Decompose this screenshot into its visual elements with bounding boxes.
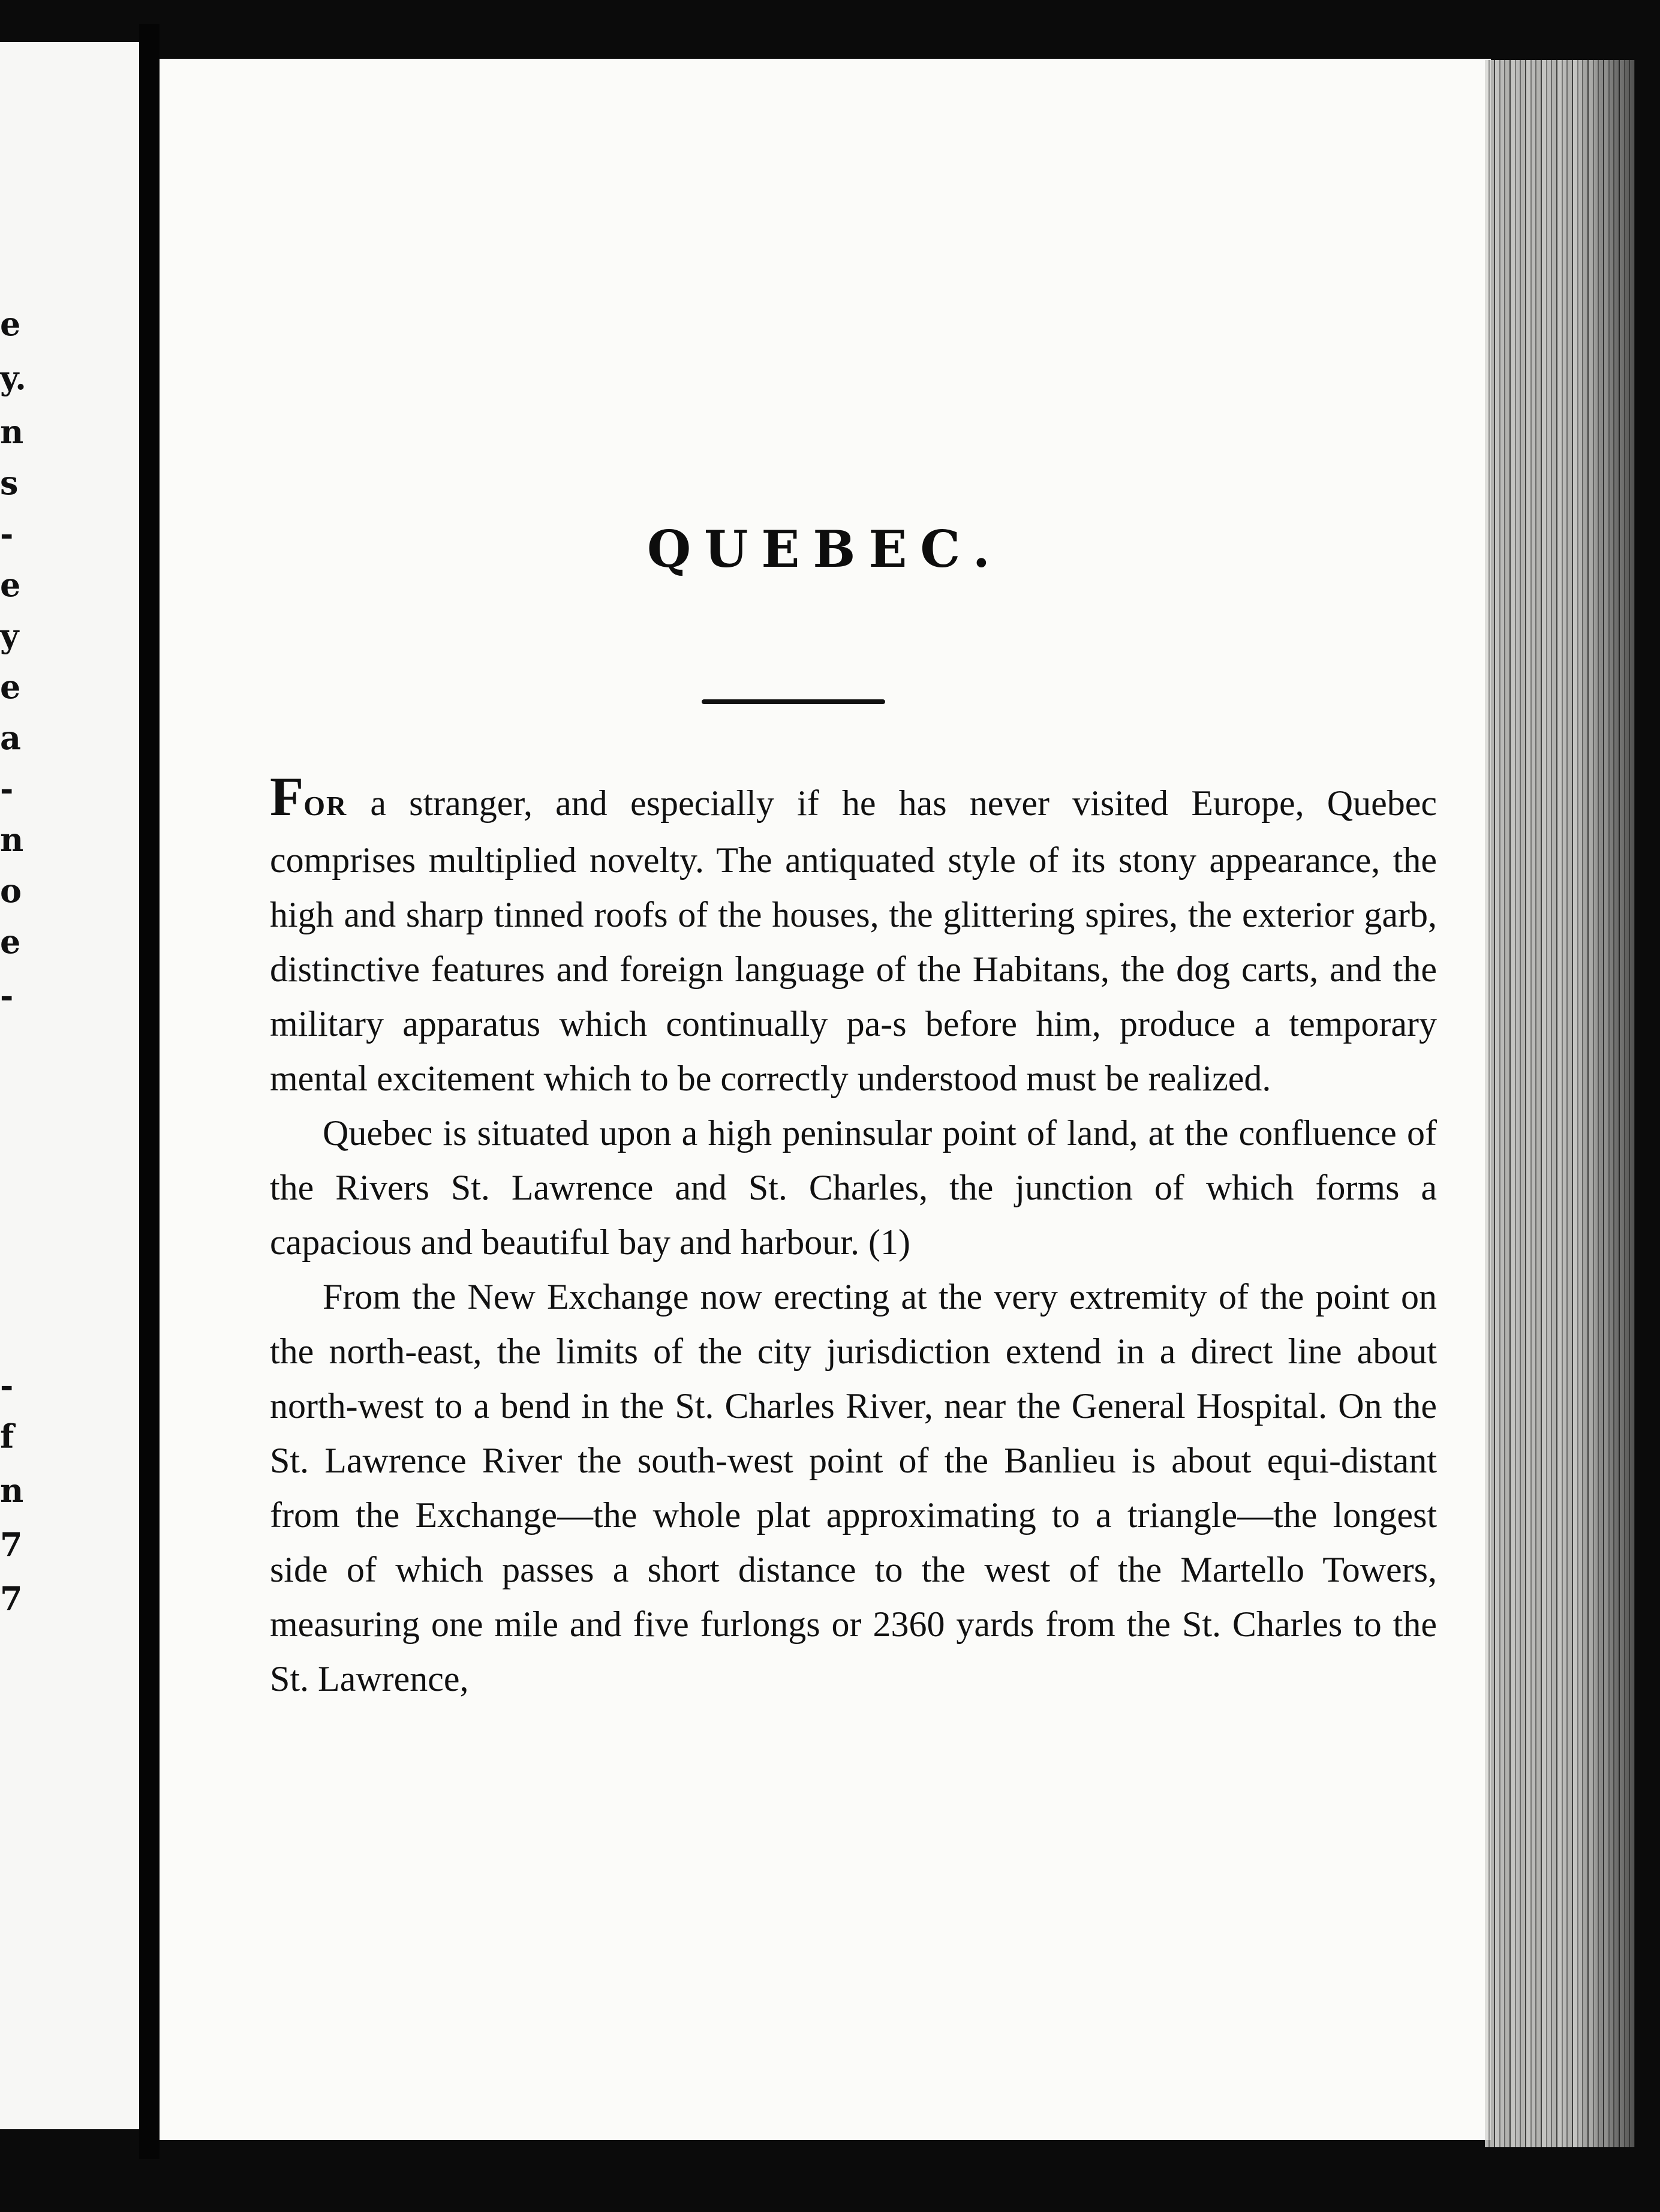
paragraph bbox=[270, 766, 1437, 1106]
edge-fragment: - bbox=[0, 770, 14, 808]
edge-fragment: n bbox=[0, 821, 24, 859]
edge-fragment: y bbox=[0, 617, 19, 655]
paragraph-text: a stranger, and especially if he has never visited Europe, Quebec comprises multiplied novelty. The antiquated style of its stony appearance, the high and sharp tinned roofs of the houses, the glittering spires, the exterior garb, distinctive features and foreign language of the Habitans, the dog carts, and the military apparatus which continually pa-s before him, produce a temporary mental excitement which to be correctly understood must be realized. bbox=[270, 783, 1437, 1098]
edge-fragment: e bbox=[0, 305, 21, 343]
edge-fragment: a bbox=[0, 719, 21, 757]
title-rule bbox=[702, 699, 885, 704]
edge-fragment: 7 bbox=[0, 1579, 23, 1618]
page-stack-shadow bbox=[1577, 60, 1635, 2147]
edge-fragment: f bbox=[0, 1417, 14, 1456]
paragraph: From the New Exchange now erecting at the very extremity of the point on the north-east, the limits of the city jurisdiction extend in a direct line about north-west to a bend in the St. Charles River, near the General Hospital. On the St. Lawrence River the south-west point of the Banlieu is about equi-distant from the Exchange—the whole plat approximating to a triangle—the longest side of which passes a short distance to the west of the Martello Towers, measuring one mile and five furlongs or 2360 yards from the St. Charles to the St. Lawrence, bbox=[270, 1277, 1437, 1699]
page-title: QUEBEC. bbox=[646, 519, 1004, 579]
body-text bbox=[270, 766, 1437, 1706]
edge-fragment: s bbox=[0, 464, 19, 502]
edge-fragment: e bbox=[0, 668, 21, 706]
edge-fragment: o bbox=[0, 871, 22, 910]
edge-fragment: - bbox=[0, 1366, 14, 1405]
paragraph: Quebec is situated upon a high peninsular point of land, at the confluence of the Rivers St. Lawrence and St. Charles, the junction of which forms a capacious and beautiful bay and harbour. (1) bbox=[270, 1113, 1437, 1262]
edge-fragment: y. bbox=[0, 359, 26, 397]
edge-fragment: n bbox=[0, 1471, 24, 1510]
book-page bbox=[160, 59, 1491, 2140]
edge-fragment: e bbox=[0, 922, 21, 961]
edge-fragment: n bbox=[0, 413, 24, 451]
edge-fragment: 7 bbox=[0, 1525, 23, 1564]
previous-page-edge bbox=[0, 42, 144, 2129]
drop-capital: F bbox=[270, 766, 304, 827]
edge-fragment: - bbox=[0, 976, 14, 1015]
small-caps-word: OR bbox=[303, 791, 348, 821]
edge-fragment: - bbox=[0, 515, 14, 553]
edge-fragment: e bbox=[0, 566, 21, 604]
book-gutter bbox=[139, 24, 160, 2159]
